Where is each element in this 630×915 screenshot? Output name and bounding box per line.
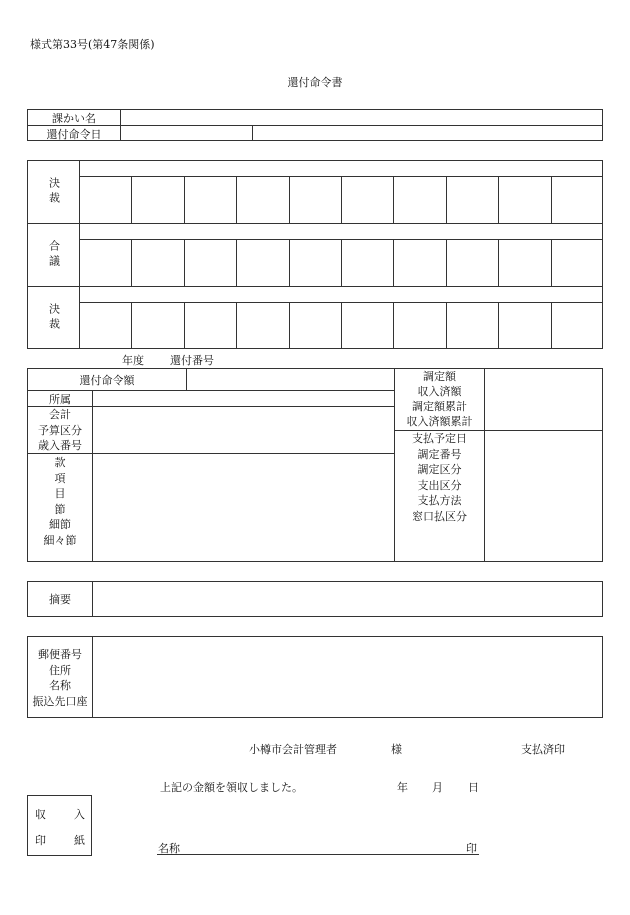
revenue-stamp-char-1: 収: [35, 808, 46, 821]
approval-row-label: [28, 223, 79, 286]
name-label: 名称: [158, 842, 180, 855]
approval-stamp-cell[interactable]: [499, 240, 549, 285]
approval-row-label: [28, 160, 79, 223]
date-label: 還付命令日: [46, 127, 102, 141]
approval-stamp-cell[interactable]: [290, 303, 340, 348]
date-month: 月: [432, 781, 443, 794]
approval-row-label-text: 合議: [47, 239, 61, 270]
revenue-stamp-char-4: 紙: [74, 834, 85, 847]
approval-stamp-cell[interactable]: [80, 240, 130, 285]
recipient-field[interactable]: [93, 637, 602, 717]
summary-label: 摘要: [49, 593, 71, 606]
approval-stamp-cell[interactable]: [447, 303, 497, 348]
department-label: 所属: [49, 392, 71, 406]
amounts-field[interactable]: [485, 369, 602, 430]
approval-stamp-cell[interactable]: [342, 177, 392, 222]
revenue-stamp-char-3: 印: [35, 834, 46, 847]
approval-stamp-cell[interactable]: [394, 240, 444, 285]
refund-number-label: 還付番号: [170, 354, 214, 367]
section-label: 課かい名: [52, 111, 96, 125]
revenue-stamp-char-2: 入: [74, 808, 85, 821]
approval-stamp-cell[interactable]: [447, 240, 497, 285]
date-day: 日: [468, 781, 479, 794]
approval-stamp-cell[interactable]: [499, 303, 549, 348]
approval-band-divider: [27, 223, 603, 224]
approval-row-label: [28, 286, 79, 349]
budget-labels: 款 項 目 節 細節 細々節: [43, 456, 77, 547]
approval-stamp-cell[interactable]: [342, 303, 392, 348]
approval-stamp-cell[interactable]: [132, 240, 182, 285]
form-number: 様式第33号(第47条関係): [30, 38, 155, 51]
approval-stamp-cell[interactable]: [552, 303, 602, 348]
approval-stamp-cell[interactable]: [185, 177, 235, 222]
approval-stamp-cell[interactable]: [290, 240, 340, 285]
approval-stamp-cell[interactable]: [499, 177, 549, 222]
signature-line: [157, 854, 479, 855]
refund-amount-label: 還付命令額: [79, 373, 135, 387]
approval-stamp-cell[interactable]: [132, 177, 182, 222]
year-label: 年度: [122, 354, 144, 367]
summary-field[interactable]: [93, 582, 602, 616]
approval-stamp-cell[interactable]: [237, 240, 287, 285]
approval-stamp-cell[interactable]: [394, 177, 444, 222]
account-labels: 会計 予算区分 歳入番号: [38, 408, 82, 452]
account-field[interactable]: [93, 407, 394, 453]
right-lower-labels: 支払予定日 調定番号 調定区分 支出区分 支払方法 窓口払区分: [412, 432, 467, 523]
seal-label: 印: [466, 842, 477, 855]
date-year: 年: [397, 781, 408, 794]
approval-stamp-cell[interactable]: [552, 177, 602, 222]
approval-stamp-cell[interactable]: [290, 177, 340, 222]
document-title: 還付命令書: [287, 76, 343, 89]
payment-details-field[interactable]: [485, 431, 602, 561]
section-name-field[interactable]: [121, 110, 602, 125]
approval-stamp-cell[interactable]: [342, 240, 392, 285]
paid-stamp-label: 支払済印: [521, 743, 565, 756]
approval-row-label-text: 決裁: [47, 176, 61, 207]
approval-stamp-cell[interactable]: [237, 303, 287, 348]
approval-stamp-cell[interactable]: [185, 240, 235, 285]
approval-stamp-cell[interactable]: [394, 303, 444, 348]
approval-stamp-cell[interactable]: [552, 240, 602, 285]
approval-stamp-cell[interactable]: [185, 303, 235, 348]
approval-stamp-cell[interactable]: [80, 303, 130, 348]
right-upper-labels: 調定額 収入済額 調定額累計 収入済額累計: [406, 370, 473, 428]
refund-date-field[interactable]: [121, 126, 252, 141]
approval-stamp-cell[interactable]: [80, 177, 130, 222]
budget-field[interactable]: [93, 454, 394, 561]
approval-stamp-cell[interactable]: [447, 177, 497, 222]
approval-stamp-cell[interactable]: [237, 177, 287, 222]
approval-band-divider: [27, 286, 603, 287]
honorific: 様: [391, 743, 402, 756]
addressee: 小樽市会計管理者: [249, 743, 337, 756]
recipient-labels: 郵便番号 住所 名称 振込先口座: [32, 648, 88, 708]
department-field[interactable]: [93, 391, 394, 406]
refund-amount-field[interactable]: [187, 369, 394, 390]
receipt-text: 上記の金額を領収しました。: [160, 781, 303, 794]
approval-stamp-cell[interactable]: [132, 303, 182, 348]
approval-row-label-text: 決裁: [47, 302, 61, 333]
